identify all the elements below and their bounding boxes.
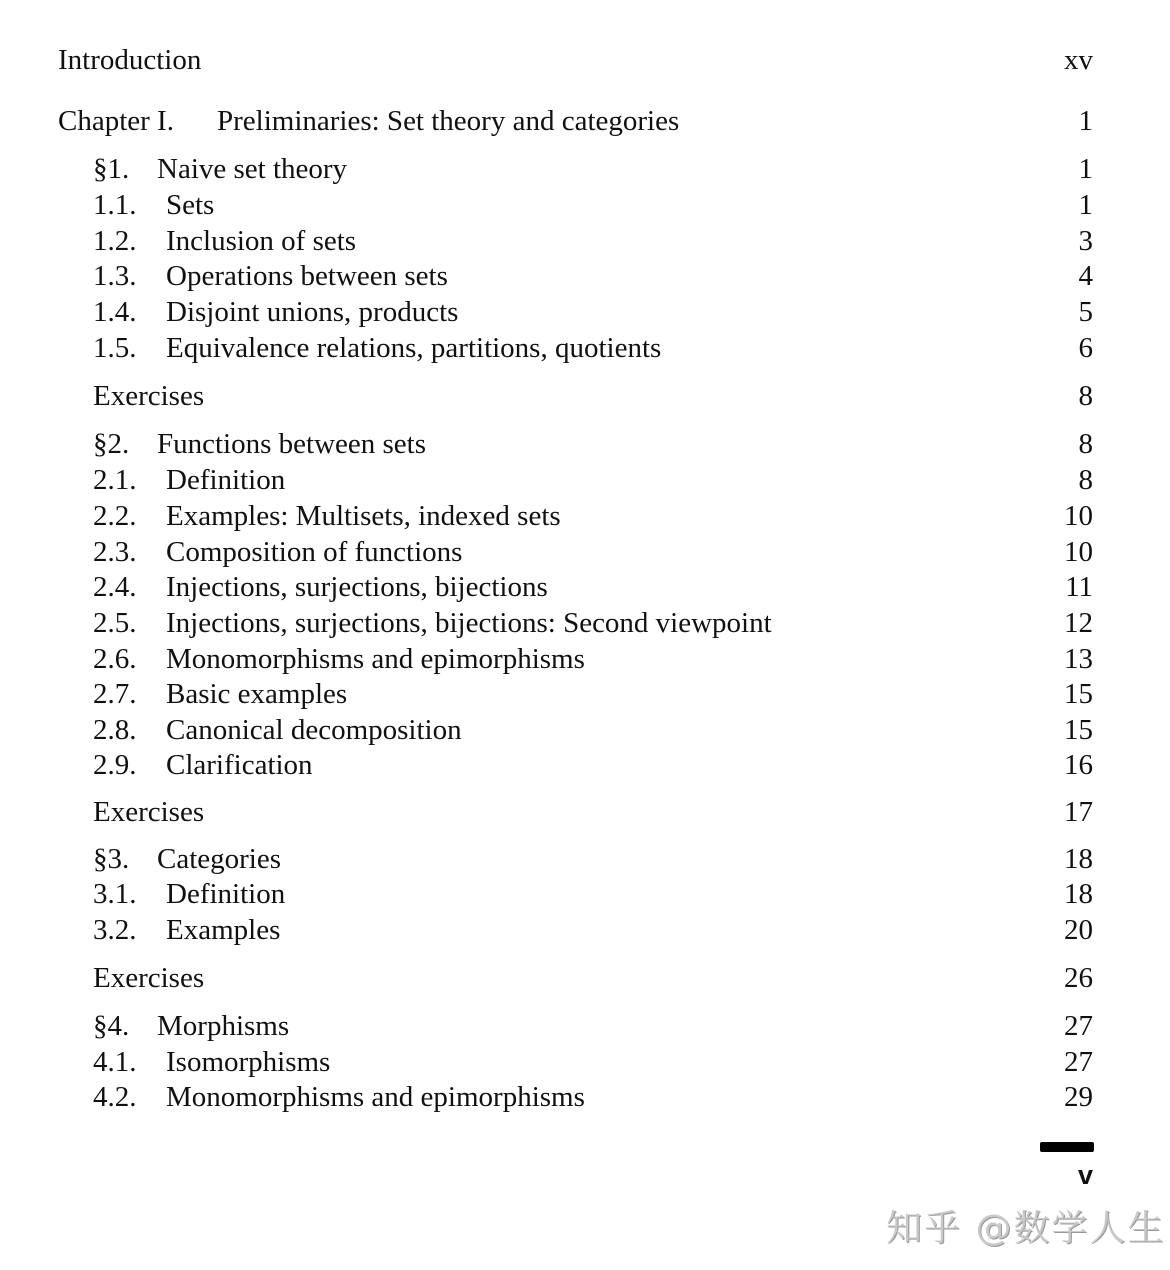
toc-title: Definition bbox=[166, 878, 286, 910]
toc-title: Monomorphisms and epimorphisms bbox=[166, 643, 585, 675]
toc-number: 1.1. bbox=[93, 189, 137, 221]
toc-entry-sub[interactable] bbox=[0, 187, 1170, 223]
toc-title: Examples: Multisets, indexed sets bbox=[166, 500, 561, 532]
toc-entry-exercises[interactable] bbox=[0, 378, 1170, 414]
toc-page-number: 10 bbox=[1064, 536, 1093, 568]
toc-title: Canonical decomposition bbox=[166, 714, 462, 746]
toc-page-number: 18 bbox=[1064, 878, 1093, 910]
toc-page-number: 8 bbox=[1078, 380, 1093, 412]
toc-title: Preliminaries: Set theory and categories bbox=[217, 105, 680, 137]
toc-title: Definition bbox=[166, 464, 286, 496]
toc-number: 2.9. bbox=[93, 749, 137, 781]
toc-title: Clarification bbox=[166, 749, 313, 781]
toc-page-number: 4 bbox=[1078, 260, 1093, 292]
toc-page-number: 8 bbox=[1078, 464, 1093, 496]
toc-page-number: 6 bbox=[1078, 332, 1093, 364]
toc-title: Morphisms bbox=[157, 1010, 290, 1042]
toc-entry-sub[interactable] bbox=[0, 569, 1170, 605]
toc-number: 2.1. bbox=[93, 464, 137, 496]
toc-number: 2.4. bbox=[93, 571, 137, 603]
toc-page-number: 17 bbox=[1064, 796, 1093, 828]
toc-title: Monomorphisms and epimorphisms bbox=[166, 1081, 585, 1113]
toc-entry-sub[interactable] bbox=[0, 605, 1170, 641]
toc-page-number: 15 bbox=[1064, 678, 1093, 710]
toc-entry-sub[interactable] bbox=[0, 223, 1170, 259]
toc-page-number: 15 bbox=[1064, 714, 1093, 746]
toc-page-number: 11 bbox=[1065, 571, 1093, 603]
toc-entry-exercises[interactable] bbox=[0, 794, 1170, 830]
toc-number: §4. bbox=[93, 1010, 130, 1042]
toc-number: 2.3. bbox=[93, 536, 137, 568]
toc-number: 4.1. bbox=[93, 1046, 137, 1078]
toc-entry-sub[interactable] bbox=[0, 330, 1170, 366]
toc-entry-sub[interactable] bbox=[0, 876, 1170, 912]
toc-number: 2.5. bbox=[93, 607, 137, 639]
page-number: v bbox=[1077, 1160, 1093, 1190]
toc-title: Operations between sets bbox=[166, 260, 448, 292]
toc-number: 1.5. bbox=[93, 332, 137, 364]
toc-entry-section[interactable] bbox=[0, 151, 1170, 187]
page-rule bbox=[1040, 1142, 1094, 1152]
toc-entry-sub[interactable] bbox=[0, 462, 1170, 498]
toc-entry-sub[interactable] bbox=[0, 747, 1170, 783]
toc-entry-sub[interactable] bbox=[0, 534, 1170, 570]
toc-page-number: 3 bbox=[1078, 225, 1093, 257]
toc-page-number: 12 bbox=[1064, 607, 1093, 639]
toc-entry-chapter[interactable] bbox=[0, 103, 1170, 139]
toc-number: 1.3. bbox=[93, 260, 137, 292]
toc-title: Categories bbox=[157, 843, 282, 875]
toc-entry-sub[interactable] bbox=[0, 712, 1170, 748]
toc-number: 1.4. bbox=[93, 296, 137, 328]
toc-entry-exercises[interactable] bbox=[0, 960, 1170, 996]
toc-page-number: xv bbox=[1064, 44, 1093, 76]
toc-entry-sub[interactable] bbox=[0, 641, 1170, 677]
toc-title: Functions between sets bbox=[157, 428, 427, 460]
toc-page-number: 27 bbox=[1064, 1046, 1093, 1078]
toc-title: Exercises bbox=[93, 380, 205, 412]
toc-title: Naive set theory bbox=[157, 153, 348, 185]
toc-number: 2.6. bbox=[93, 643, 137, 675]
toc-page-number: 1 bbox=[1078, 189, 1093, 221]
toc-entry-sub[interactable] bbox=[0, 1079, 1170, 1115]
toc-number: 2.8. bbox=[93, 714, 137, 746]
toc-entry-sub[interactable] bbox=[0, 498, 1170, 534]
toc-title: Basic examples bbox=[166, 678, 348, 710]
toc-title: Exercises bbox=[93, 796, 205, 828]
toc-title: Examples bbox=[166, 914, 281, 946]
toc-number: 4.2. bbox=[93, 1081, 137, 1113]
toc-entry-sub[interactable] bbox=[0, 258, 1170, 294]
toc-number: §1. bbox=[93, 153, 130, 185]
toc-title: Equivalence relations, partitions, quotients bbox=[166, 332, 662, 364]
toc-title: Injections, surjections, bijections bbox=[166, 571, 548, 603]
toc-number: §3. bbox=[93, 843, 130, 875]
toc-number: 3.1. bbox=[93, 878, 137, 910]
toc-page-number: 1 bbox=[1078, 153, 1093, 185]
toc-entry-sub[interactable] bbox=[0, 912, 1170, 948]
toc-page-number: 26 bbox=[1064, 962, 1093, 994]
toc-entry-sub[interactable] bbox=[0, 1044, 1170, 1080]
toc-page-number: 27 bbox=[1064, 1010, 1093, 1042]
toc-number: 2.2. bbox=[93, 500, 137, 532]
toc-entry-top[interactable] bbox=[0, 42, 1170, 78]
watermark: 知乎 @数学人生 bbox=[886, 1208, 1166, 1249]
toc-page-number: 8 bbox=[1078, 428, 1093, 460]
toc-number: 2.7. bbox=[93, 678, 137, 710]
toc-entry-section[interactable] bbox=[0, 426, 1170, 462]
toc-title: Isomorphisms bbox=[166, 1046, 331, 1078]
toc-page-number: 20 bbox=[1064, 914, 1093, 946]
toc-page-number: 10 bbox=[1064, 500, 1093, 532]
toc-entry-section[interactable] bbox=[0, 841, 1170, 877]
toc-number: §2. bbox=[93, 428, 130, 460]
toc-page-number: 18 bbox=[1064, 843, 1093, 875]
toc-title: Inclusion of sets bbox=[166, 225, 357, 257]
toc-page-number: 13 bbox=[1064, 643, 1093, 675]
toc-title: Exercises bbox=[93, 962, 205, 994]
toc-number: 3.2. bbox=[93, 914, 137, 946]
toc-title: Sets bbox=[166, 189, 215, 221]
toc-entry-sub[interactable] bbox=[0, 294, 1170, 330]
toc-title: Composition of functions bbox=[166, 536, 463, 568]
toc-entry-sub[interactable] bbox=[0, 676, 1170, 712]
toc-number: Chapter I. bbox=[58, 105, 174, 137]
toc-title: Introduction bbox=[58, 44, 202, 76]
toc-page-number: 5 bbox=[1078, 296, 1093, 328]
toc-title: Injections, surjections, bijections: Second viewpoint bbox=[166, 607, 772, 639]
toc-title: Disjoint unions, products bbox=[166, 296, 459, 328]
toc-page-number: 29 bbox=[1064, 1081, 1093, 1113]
toc-number: 1.2. bbox=[93, 225, 137, 257]
toc-page-number: 1 bbox=[1078, 105, 1093, 137]
toc-entry-section[interactable] bbox=[0, 1008, 1170, 1044]
toc-page-number: 16 bbox=[1064, 749, 1093, 781]
